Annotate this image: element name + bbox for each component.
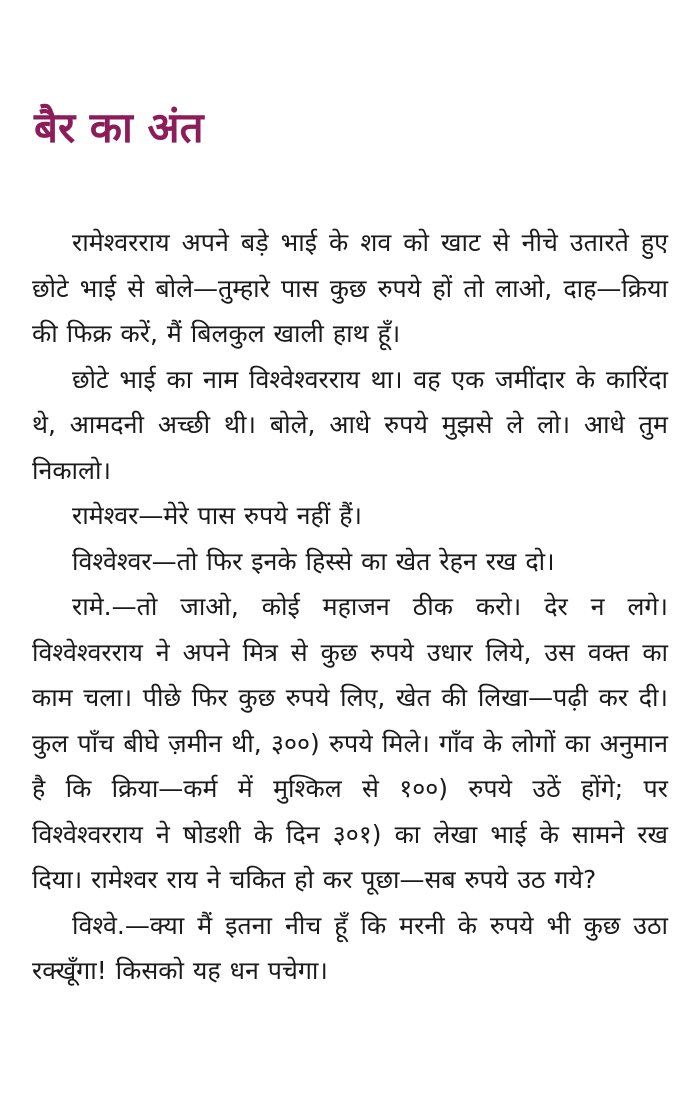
paragraph: रामे.—तो जाओ, कोई महाजन ठीक करो। देर न लगे। विश्वेश्वरराय ने अपने मित्र से कुछ रुपये उधार लिये, उस वक्त का काम चला। पीछे फिर कुछ रुपये लिए, खेत की लिखा—पढ़ी कर दी। कुल पाँच बीघे ज़मीन थी, ३००) रुपये मिले। गाँव के लोगों का अनुमान है कि क्रिया—कर्म में मुश्किल से १००) रुपये उठें होंगे; पर विश्वेश्वरराय ने षोडशी के दिन ३०१) का लेखा भाई के सामने रख दिया। रामेश्वर राय ने चकित हो कर पूछा—सब रुपये उठ गये? <box>32 592 668 894</box>
paragraph: रामेश्वर—मेरे पास रुपये नहीं हैं। <box>72 501 362 530</box>
story-body <box>32 220 668 994</box>
paragraph: छोटे भाई का नाम विश्वेश्वरराय था। वह एक जमींदार के कारिंदा थे, आमदनी अच्छी थी। बोले, आधे रुपये मुझसे ले लो। आधे तुम निकालो। <box>32 364 668 485</box>
paragraph: विश्वेश्वर—तो फिर इनके हिस्से का खेत रेहन रख दो। <box>72 546 555 576</box>
paragraph: विश्वे.—क्या मैं इतना नीच हूँ कि मरनी के रुपये भी कुछ उठा रक्खूँगा! किसको यह धन पचेगा। <box>32 910 668 985</box>
chapter-title: बैर का अंत <box>34 103 204 152</box>
paragraph: रामेश्वरराय अपने बड़े भाई के शव को खाट से नीचे उतारते हुए छोटे भाई से बोले—तुम्हारे पास कुछ रुपये हों तो लाओ, दाह—क्रिया की फिक्र करें, मैं बिलकुल खाली हाथ हूँ। <box>32 228 668 348</box>
